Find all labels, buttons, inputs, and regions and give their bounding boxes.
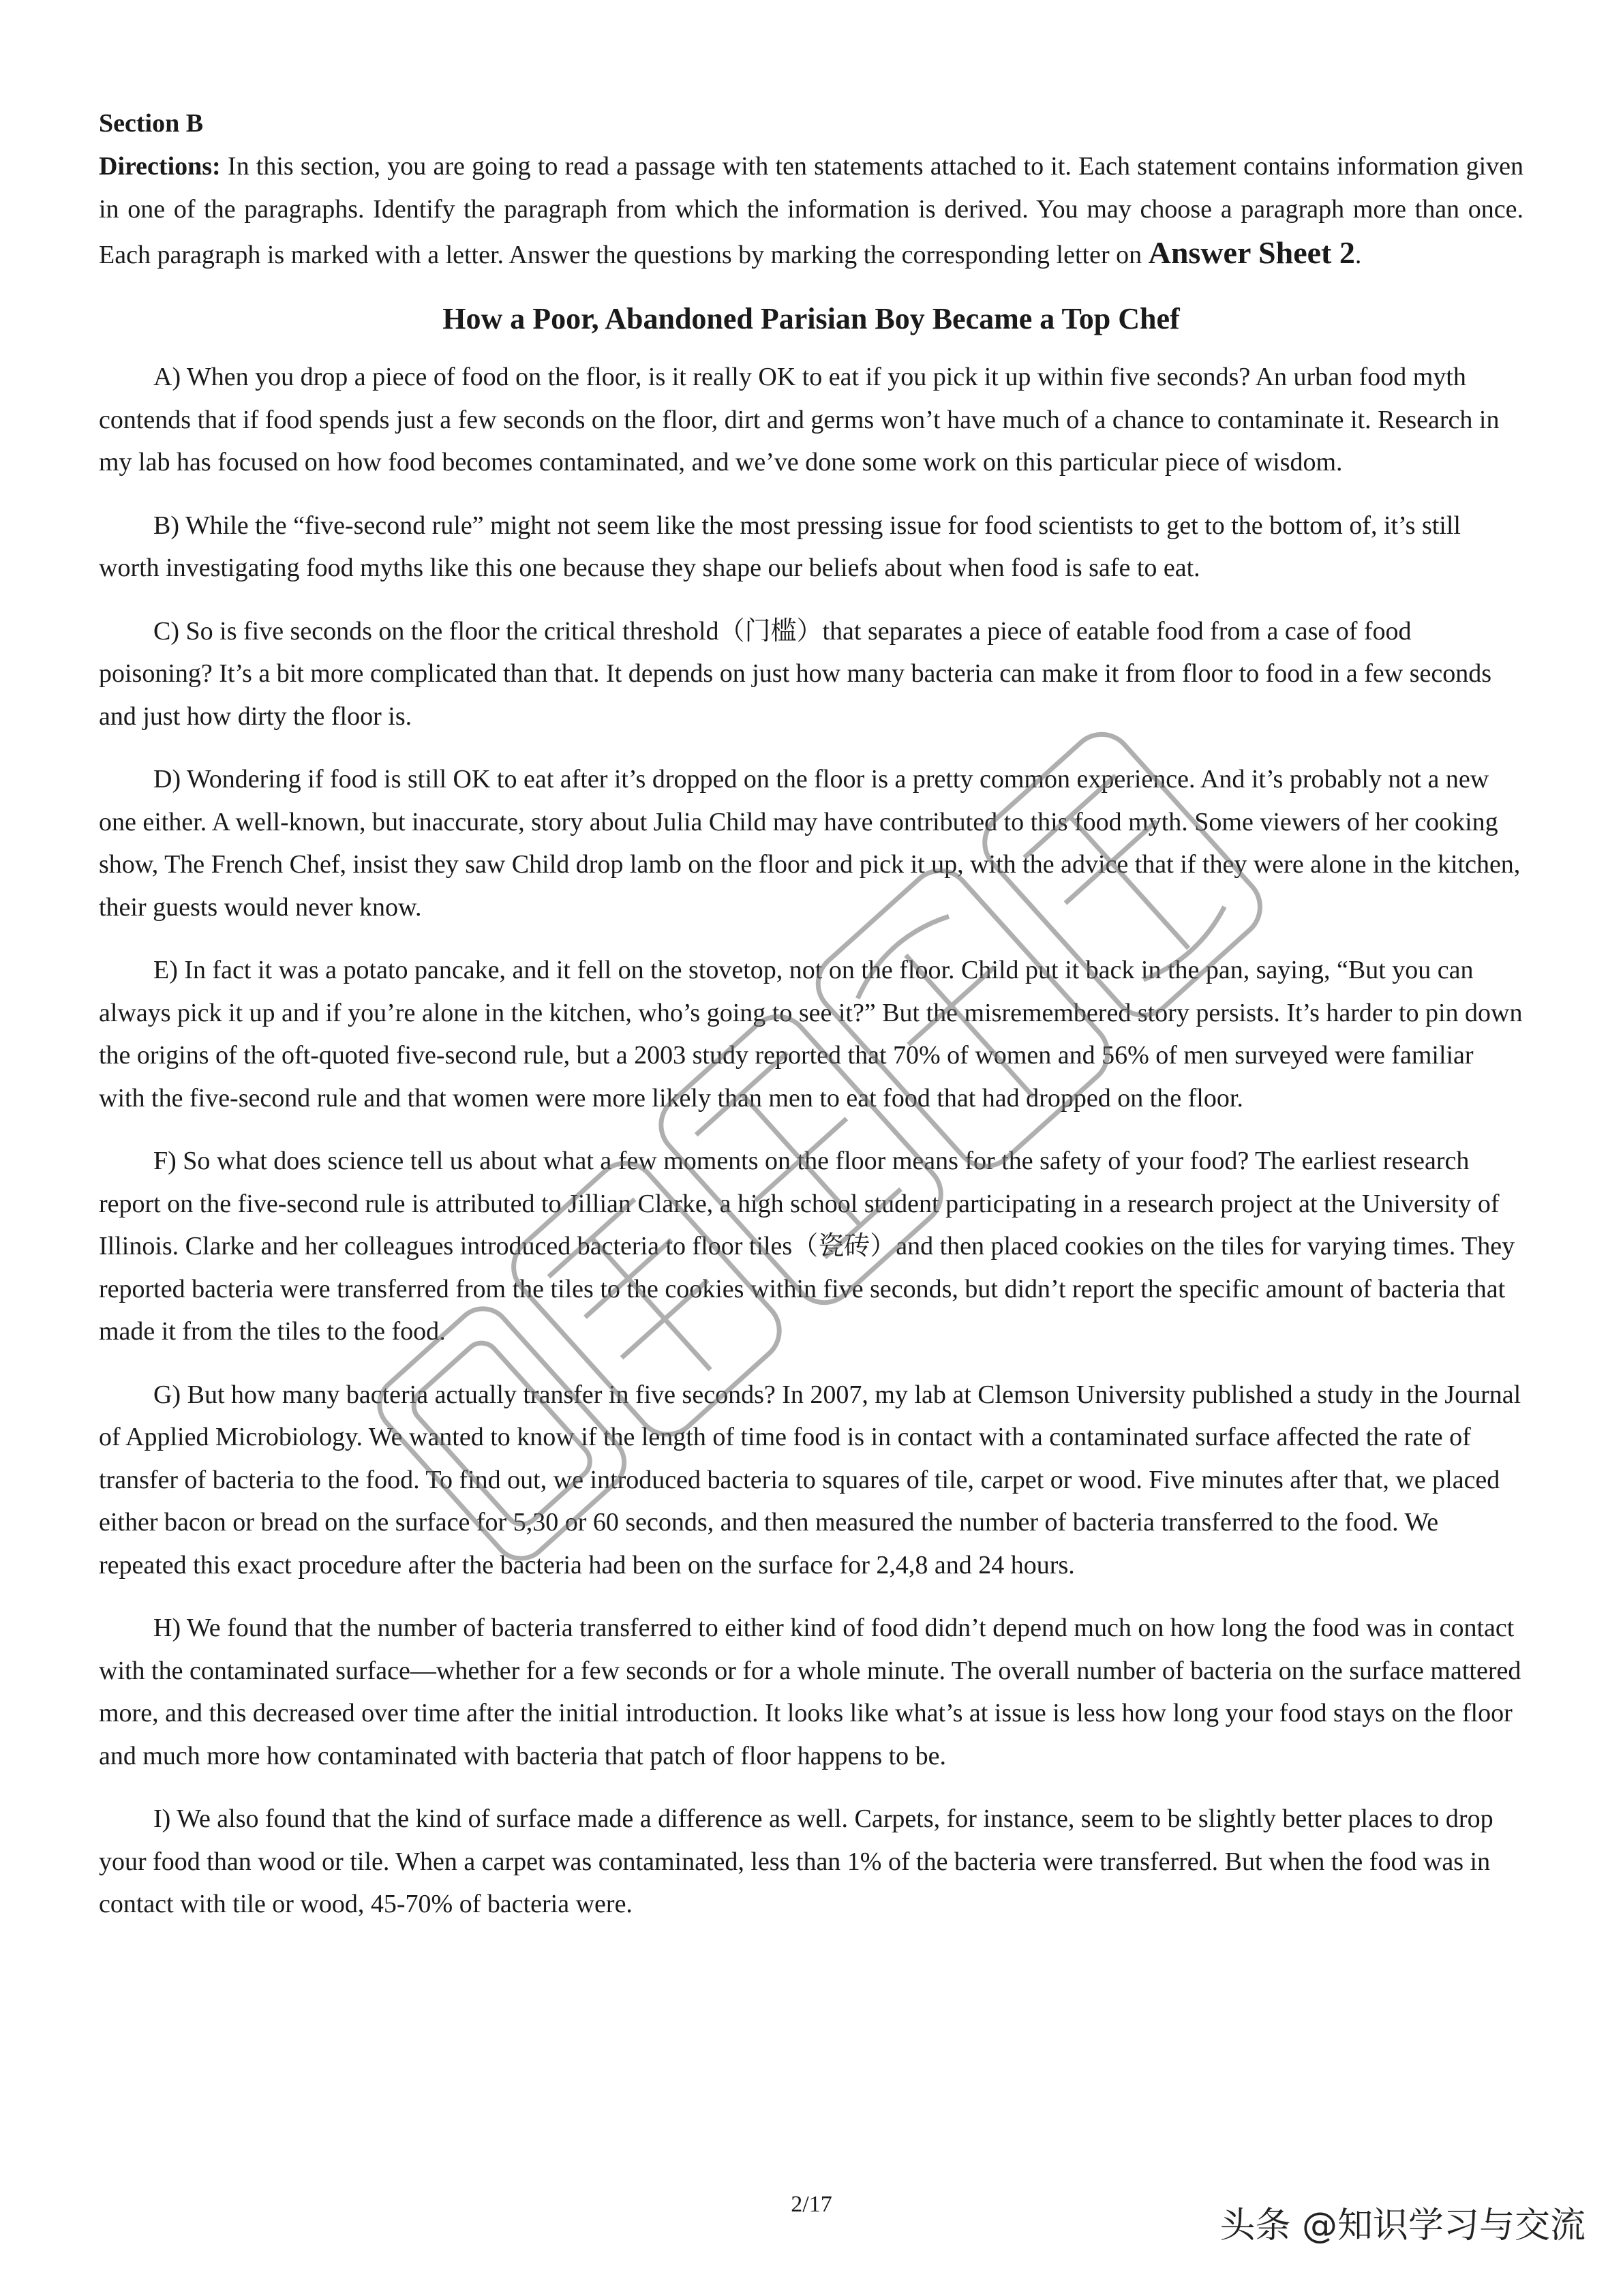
paragraph-e: E) In fact it was a potato pancake, and it fell on the stovetop, not on the floor. Child put it back in the pan, saying, “But you can always pick it up and if you’re alone in the kitchen, who’s going to see it?” But the misremembered story persists. It’s harder to pin down the origins of the oft-quoted five-second rule, but a 2003 study reported that 70% of women and 56% of men surveyed were familiar with the five-second rule and that women were more likely than men to eat food that had dropped on the floor. [99,956,1523,1113]
directions-end: . [1354,241,1362,269]
paragraph-f: F) So what does science tell us about what a few moments on the floor means for the safety of your food? The earliest research report on the five-second rule is attributed to Jillian Clarke, a high school student participating in a research project at the University of Illinois. Clarke and her colleagues introduced bacteria to floor tiles（瓷砖）and then placed cookies on the tiles for varying times. They reported bacteria were transferred from the tiles to the cookies within five seconds, but didn’t report the specific amount of bacteria that made it from the tiles to the food. [99,1147,1515,1346]
passage-title: How a Poor, Abandoned Parisian Boy Became a Top Chef [442,302,1180,335]
paragraph-g: G) But how many bacteria actually transfer in five seconds? In 2007, my lab at Clemson University published a study in the Journal of Applied Microbiology. We wanted to know if the length of time food is in contact with a contaminated surface affected the rate of transfer of bacteria to the food. To find out, we introduced bacteria to squares of tile, carpet or wood. Five minutes after that, we placed either bacon or bread on the surface for 5,30 or 60 seconds, and then measured the number of bacteria transferred to the food. We repeated this exact procedure after the bacteria had been on the surface for 2,4,8 and 24 hours. [99,1380,1521,1580]
section-label: Section B [99,109,204,138]
paragraph-a: A) When you drop a piece of food on the floor, is it really OK to eat if you pick it up within five seconds? An urban food myth contends that if food spends just a few seconds on the floor, dirt and germs won’t have much of a chance to contaminate it. Research in my lab has focused on how food becomes contaminated, and we’ve done some work on this particular piece of wisdom. [99,363,1500,477]
document-page [99,102,1523,1946]
paragraph-b: B) While the “five-second rule” might not seem like the most pressing issue for food scientists to get to the bottom of, it’s still worth investigating food myths like this one because they shape our beliefs about when food is safe to eat. [99,511,1461,582]
paragraph-c: C) So is five seconds on the floor the critical threshold（门槛）that separates a piece of eatable food from a case of food poisoning? It’s a bit more complicated than that. It depends on just how many bacteria can make it from floor to food in a few seconds and just how dirty the floor is. [99,616,1492,731]
watermark-label: 头条 @知识学习与交流 [1219,2205,1586,2246]
page-number: 2/17 [791,2192,832,2217]
paragraph-i: I) We also found that the kind of surface made a difference as well. Carpets, for instance, seem to be slightly better places to drop your food than wood or tile. When a carpet was contaminated, less than 1% of the bacteria were transferred. But when the food was in contact with tile or wood, 45-70% of bacteria were. [99,1804,1493,1918]
directions-text: In this section, you are going to read a passage with ten statements attached to it. Each statement contains information given in one of the paragraphs. Identify the paragraph from which the information is derived. You may choose a paragraph more than once. Each paragraph is marked with a letter. Answer the questions by marking the corresponding letter on [99,152,1523,269]
directions-label: Directions: [99,152,221,181]
paragraph-d: D) Wondering if food is still OK to eat after it’s dropped on the floor is a pretty common experience. And it’s probably not a new one either. A well-known, but inaccurate, story about Julia Child may have contributed to this food myth. Some viewers of her cooking show, The French Chef, insist they saw Child drop lamb on the floor and pick it up, with the advice that if they were alone in the kitchen, their guests would never know. [99,765,1521,922]
paragraph-h: H) We found that the number of bacteria transferred to either kind of food didn’t depend much on how long the food was in contact with the contaminated surface—whether for a few seconds or for a whole minute. The overall number of bacteria on the surface mattered more, and this decreased over time after the initial introduction. It looks like what’s at issue is less how long your food stays on the floor and much more how contaminated with bacteria that patch of floor happens to be. [99,1614,1521,1770]
directions [99,145,1523,277]
answer-sheet-ref: Answer Sheet 2 [1148,235,1355,270]
